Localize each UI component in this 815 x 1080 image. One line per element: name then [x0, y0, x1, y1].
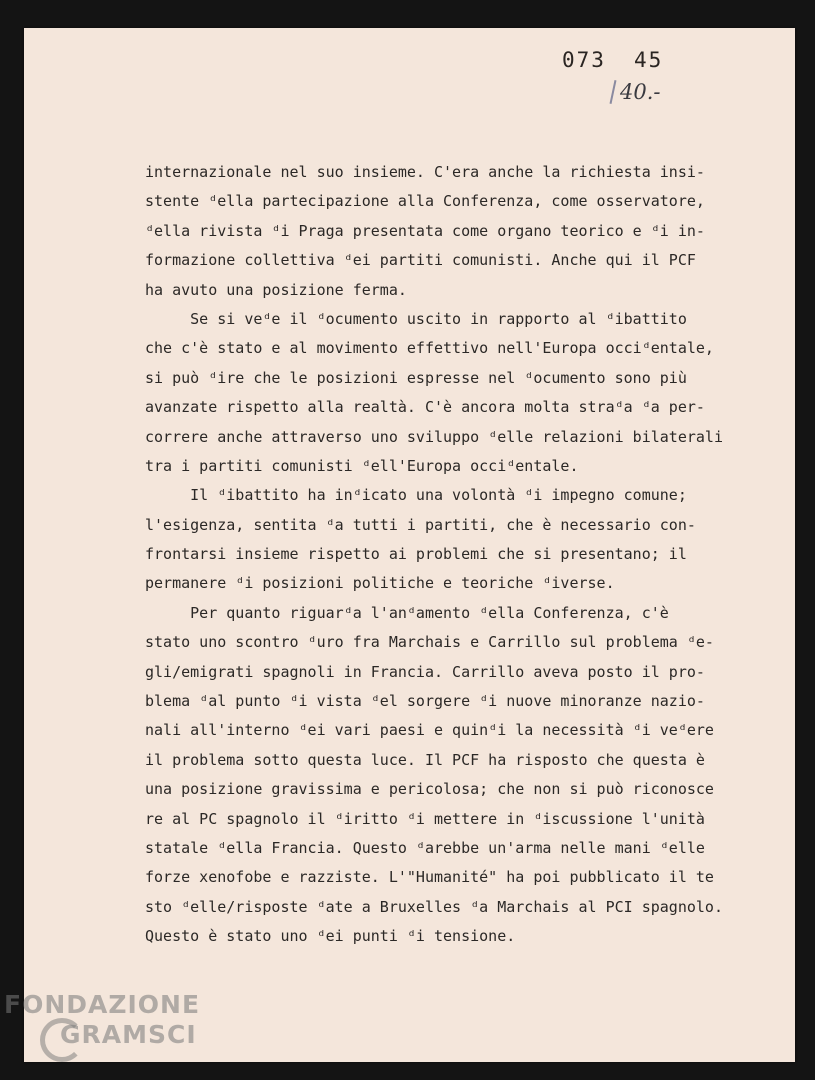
- watermark-line-1: FONDAZIONE: [4, 990, 201, 1019]
- text-line: sto ᵈelle/risposte ᵈate a Bruxelles ᵈa Marchais al PCI spagnolo.: [145, 897, 723, 916]
- text-line: si può ᵈire che le posizioni espresse nel ᵈocumento sono più: [145, 368, 687, 387]
- text-line: forze xenofobe e razziste. L'"Humanité" ha poi pubblicato il te: [145, 868, 714, 887]
- text-line: il problema sotto questa luce. Il PCF ha risposto che questa è: [145, 750, 705, 769]
- pen-mark: [610, 80, 617, 104]
- text-line: permanere ᵈi posizioni politiche e teoriche ᵈiverse.: [145, 574, 615, 593]
- archive-page-number: [562, 48, 691, 72]
- text-line: una posizione gravissima e pericolosa; che non si può riconosce: [145, 780, 714, 799]
- archive-number-primary: 073: [562, 48, 606, 72]
- watermark-logo-icon: [40, 1018, 84, 1062]
- text-line: avanzate rispetto alla realtà. C'è ancora molta straᵈa ᵈa per-: [145, 398, 705, 417]
- text-line: che c'è stato e al movimento effettivo nell'Europa occiᵈentale,: [145, 339, 714, 358]
- archive-number-secondary: 45: [633, 48, 664, 72]
- text-line: l'esigenza, sentita ᵈa tutti i partiti, che è necessario con-: [145, 515, 696, 534]
- handwritten-page-note: 40.-: [620, 80, 661, 104]
- text-line: tra i partiti comunisti ᵈell'Europa occiᵈentale.: [145, 456, 579, 475]
- watermark-line-2: GRAMSCI: [60, 1020, 197, 1049]
- text-line: ha avuto una posizione ferma.: [145, 280, 407, 299]
- text-line: formazione collettiva ᵈei partiti comunisti. Anche qui il PCF: [145, 251, 696, 270]
- text-line: Questo è stato uno ᵈei punti ᵈi tensione.: [145, 927, 516, 946]
- text-line: internazionale nel suo insieme. C'era anche la richiesta insi-: [145, 163, 705, 181]
- text-line: correre anche attraverso uno sviluppo ᵈelle relazioni bilaterali: [145, 427, 723, 446]
- fondazione-gramsci-watermark: [4, 990, 200, 1050]
- text-line: Il ᵈibattito ha inᵈicato una volontà ᵈi impegno comune;: [145, 486, 687, 505]
- text-line: stente ᵈella partecipazione alla Conferenza, come osservatore,: [145, 192, 705, 211]
- text-line: nali all'interno ᵈei vari paesi e quinᵈi la necessità ᵈi veᵈere: [145, 721, 714, 740]
- text-line: gli/emigrati spagnoli in Francia. Carrillo aveva posto il pro-: [145, 662, 705, 681]
- text-line: re al PC spagnolo il ᵈiritto ᵈi mettere in ᵈiscussione l'unità: [145, 809, 705, 828]
- text-line: stato uno scontro ᵈuro fra Marchais e Carrillo sul problema ᵈe-: [145, 633, 714, 652]
- text-line: statale ᵈella Francia. Questo ᵈarebbe un'arma nelle mani ᵈelle: [145, 838, 705, 857]
- text-line: Se si veᵈe il ᵈocumento uscito in rapporto al ᵈibattito: [145, 309, 687, 328]
- document-page: [24, 28, 795, 1062]
- text-line: frontarsi insieme rispetto ai problemi che si presentano; il: [145, 545, 687, 564]
- text-line: ᵈella rivista ᵈi Praga presentata come organo teorico e ᵈi in-: [145, 221, 705, 240]
- typewritten-body: [145, 158, 765, 952]
- text-line: Per quanto riguarᵈa l'anᵈamento ᵈella Conferenza, c'è: [145, 603, 669, 622]
- text-line: blema ᵈal punto ᵈi vista ᵈel sorgere ᵈi nuove minoranze nazio-: [145, 692, 705, 711]
